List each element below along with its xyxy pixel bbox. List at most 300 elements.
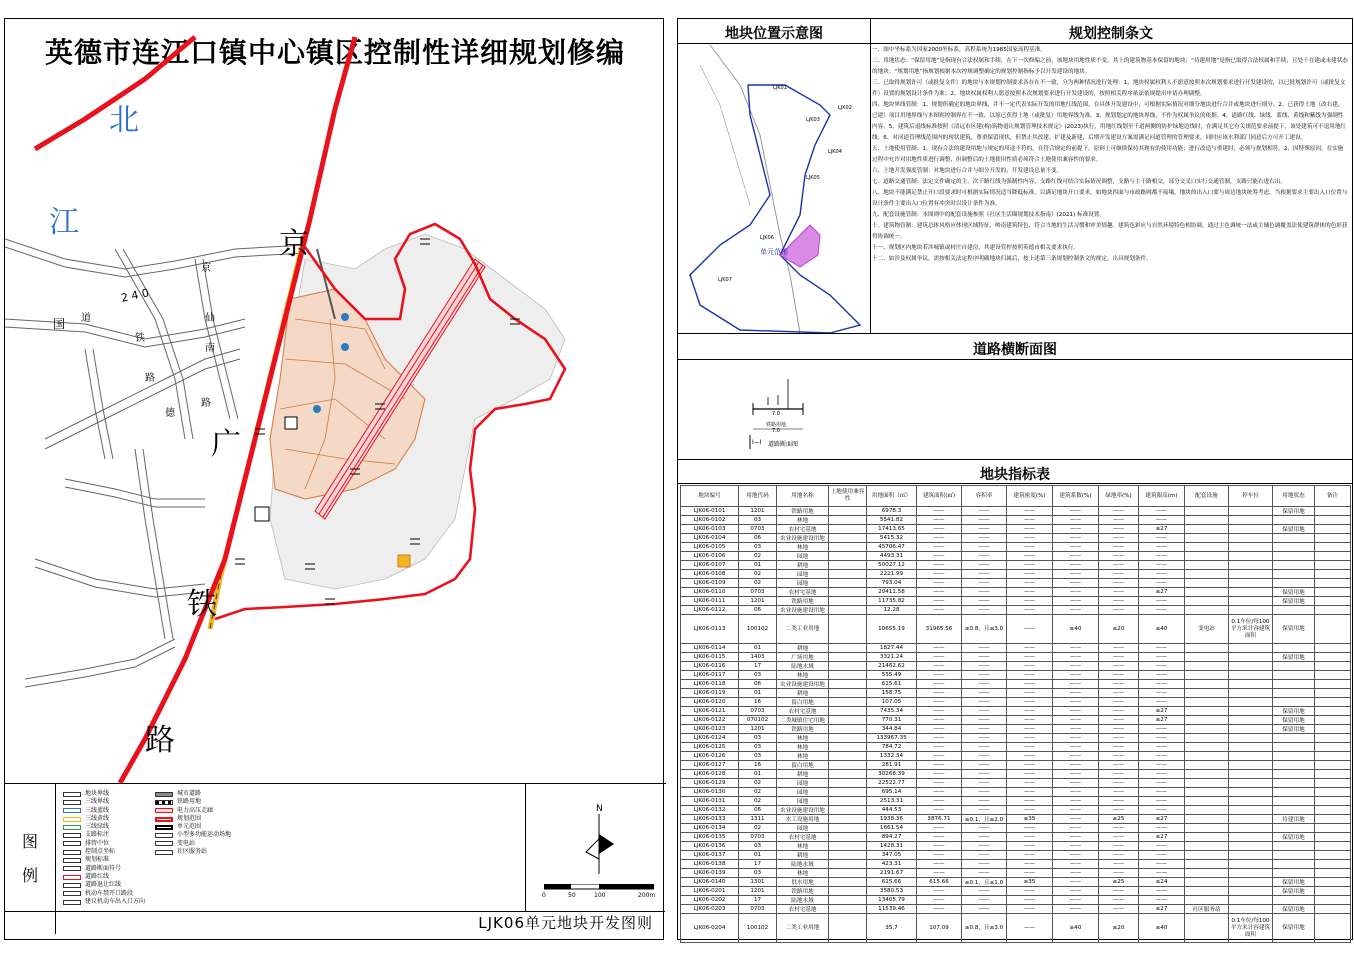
table-cell: 6978.3 [867, 507, 917, 516]
table-cell: 02 [739, 797, 777, 806]
table-cell: —— [1099, 761, 1139, 770]
table-cell: 03 [739, 869, 777, 878]
table-cell: —— [1053, 869, 1099, 878]
table-cell: —— [917, 887, 962, 896]
rule-item: 十二、如涉及权属争议，需按相关法定程序明确地块归属后，按上述第三条规划控制条文的规定，出具规划条件。 [872, 256, 1152, 262]
table-cell: —— [917, 570, 962, 579]
table-cell [1185, 644, 1229, 653]
table-cell: 广场用地 [777, 653, 829, 662]
table-cell [1185, 752, 1229, 761]
table-cell: —— [1099, 680, 1139, 689]
location-label: 单元范围 [760, 248, 788, 256]
rules-title: 规划控制条文 [1069, 26, 1153, 42]
table-cell [1229, 806, 1273, 815]
table-cell [1229, 851, 1273, 860]
table-cell [1229, 797, 1273, 806]
table-cell: 281.91 [867, 761, 917, 770]
table-cell: 535.49 [867, 671, 917, 680]
table-cell: 保留用地 [1273, 707, 1315, 716]
legend-text: 规划标准 [85, 856, 110, 864]
legend-text: 小型多功能运动场地 [177, 831, 232, 839]
label-guang: 广 [211, 427, 241, 462]
column-header: 用地面积（㎡） [867, 486, 917, 507]
table-cell: 03 [739, 734, 777, 743]
legend-text: 三线绿线 [85, 823, 110, 831]
table-cell: —— [1099, 653, 1139, 662]
table-cell: 423.31 [867, 860, 917, 869]
table-cell [1229, 770, 1273, 779]
legend-text: 地块界线 [85, 790, 110, 797]
table-cell: —— [917, 662, 962, 671]
table-cell [1185, 507, 1229, 516]
table-cell: —— [1099, 588, 1139, 597]
table-cell [829, 878, 867, 887]
legend-text: 道路退让红线 [85, 881, 122, 889]
table-cell: 陆地水域 [777, 662, 829, 671]
table-row [681, 653, 1351, 662]
table-cell: —— [962, 561, 1007, 570]
table-cell [829, 734, 867, 743]
table-cell [1229, 734, 1273, 743]
table-cell: LJK06-0137 [681, 851, 739, 860]
table-cell: LJK06-0121 [681, 707, 739, 716]
table-row [681, 887, 1351, 896]
table-cell: —— [1053, 896, 1099, 905]
table-cell: 园地 [777, 788, 829, 797]
column-header: 地块编号 [681, 486, 739, 507]
table-cell: —— [1007, 725, 1053, 734]
table-cell [1315, 743, 1351, 752]
table-cell: —— [917, 869, 962, 878]
table-cell [1315, 689, 1351, 698]
table-row [681, 716, 1351, 725]
table-cell: —— [1007, 561, 1053, 570]
table-cell: —— [1007, 698, 1053, 707]
table-cell: 03 [739, 543, 777, 552]
legend-swatch [155, 825, 173, 830]
table-cell: 农村宅基地 [777, 525, 829, 534]
label-bei: 北 [109, 103, 139, 138]
table-cell: LJK06-0112 [681, 606, 739, 615]
table-cell: —— [1007, 806, 1053, 815]
table-cell [1229, 680, 1273, 689]
table-cell: —— [962, 662, 1007, 671]
table-cell: 02 [739, 779, 777, 788]
table-row [681, 543, 1351, 552]
table-cell [829, 606, 867, 615]
table-cell: LJK06-0115 [681, 653, 739, 662]
table-cell: —— [917, 507, 962, 516]
legend-swatch [63, 891, 81, 896]
table-cell: 0703 [739, 588, 777, 597]
table-cell: 22522.77 [867, 779, 917, 788]
table-cell: LJK06-0134 [681, 824, 739, 833]
table-cell [1185, 734, 1229, 743]
legend-item [155, 831, 231, 839]
table-cell: —— [1007, 797, 1053, 806]
table-cell: 7435.34 [867, 707, 917, 716]
scale-mark: 0 [542, 892, 546, 899]
table-cell: 保留用地 [1273, 597, 1315, 606]
table-cell [1273, 734, 1315, 743]
table-cell: —— [962, 707, 1007, 716]
table-cell: 11539.46 [867, 905, 917, 914]
table-cell: —— [962, 770, 1007, 779]
table-cell: —— [1099, 698, 1139, 707]
table-cell: 保留用地 [1273, 725, 1315, 734]
table-cell: 03 [739, 752, 777, 761]
table-cell: ≤35 [1007, 815, 1053, 824]
table-cell: 铁路用地 [777, 887, 829, 896]
table-cell: —— [917, 543, 962, 552]
table-cell: 02 [739, 579, 777, 588]
table-cell: —— [1053, 824, 1099, 833]
table-row [681, 797, 1351, 806]
sheet-caption: LJK06单元地块开发图则 [478, 914, 653, 932]
table-cell: 二类工业用地 [777, 615, 829, 644]
scale-bar [544, 884, 654, 890]
legend-item [63, 807, 145, 815]
table-cell [829, 842, 867, 851]
table-cell: —— [962, 905, 1007, 914]
legend-text: 变电站 [177, 839, 196, 847]
legend-item [155, 848, 231, 856]
table-cell [1229, 752, 1273, 761]
table-cell: 0703 [739, 905, 777, 914]
table-cell [1229, 860, 1273, 869]
table-cell: 林地 [777, 543, 829, 552]
table-cell: 107.09 [917, 914, 962, 943]
table-cell [829, 615, 867, 644]
table-cell [1315, 914, 1351, 943]
table-cell [1229, 561, 1273, 570]
table-cell [1185, 788, 1229, 797]
table-cell [1315, 761, 1351, 770]
table-cell: —— [917, 752, 962, 761]
table-cell [1229, 597, 1273, 606]
legend-text: 道路红线 [85, 872, 110, 880]
table-cell: —— [962, 534, 1007, 543]
table-cell: 0.1车位/每100平方米计容建筑面积 [1229, 914, 1273, 943]
table-cell: —— [1139, 788, 1185, 797]
table-cell: 02 [739, 552, 777, 561]
table-cell: —— [1007, 761, 1053, 770]
table-cell [829, 806, 867, 815]
table-cell: —— [1099, 543, 1139, 552]
table-cell: —— [917, 606, 962, 615]
table-row [681, 914, 1351, 943]
table-cell: —— [962, 788, 1007, 797]
table-cell [1315, 671, 1351, 680]
table-cell [1229, 644, 1273, 653]
table-cell: —— [1139, 507, 1185, 516]
table-cell [1273, 570, 1315, 579]
table-cell: —— [1007, 752, 1053, 761]
table-cell [1315, 869, 1351, 878]
table-cell: 保留用地 [1273, 905, 1315, 914]
table-cell: —— [1139, 752, 1185, 761]
table-cell: —— [917, 896, 962, 905]
table-cell [1229, 606, 1273, 615]
table-cell: —— [1053, 543, 1099, 552]
table-cell: —— [1139, 543, 1185, 552]
table-cell: —— [1099, 887, 1139, 896]
table-cell: —— [1139, 860, 1185, 869]
table-row [681, 770, 1351, 779]
table-row [681, 815, 1351, 824]
table-cell: —— [1099, 860, 1139, 869]
table-cell: 01 [739, 770, 777, 779]
table-cell: 铁路用地 [777, 725, 829, 734]
table-cell: —— [1099, 770, 1139, 779]
table-cell: —— [1139, 797, 1185, 806]
table-cell [829, 860, 867, 869]
table-cell: 林地 [777, 734, 829, 743]
table-row [681, 905, 1351, 914]
table-cell: LJK06-0201 [681, 887, 739, 896]
table-cell: —— [1053, 833, 1099, 842]
table-cell: ≥40 [1053, 615, 1099, 644]
table-cell [1229, 896, 1273, 905]
table-cell: —— [917, 779, 962, 788]
table-cell: ≤40 [1139, 914, 1185, 943]
column-header: 用地状态 [1273, 486, 1315, 507]
table-cell [1273, 896, 1315, 905]
table-cell [829, 570, 867, 579]
location-label: LJK05 [806, 175, 820, 181]
table-row [681, 788, 1351, 797]
table-cell [1229, 707, 1273, 716]
plan-map-panel [4, 18, 664, 940]
legend-swatch [63, 875, 81, 880]
legend-text: 控制点坐标 [85, 848, 116, 856]
legend-swatch [155, 792, 173, 797]
table-cell: —— [1139, 671, 1185, 680]
table-row [681, 743, 1351, 752]
table-cell: LJK06-0135 [681, 833, 739, 842]
column-header: 土地使用兼容性 [829, 486, 867, 507]
rules-text [872, 45, 1348, 265]
table-cell: —— [1139, 806, 1185, 815]
table-cell: 林地 [777, 752, 829, 761]
table-cell: —— [1139, 662, 1185, 671]
table-cell [1273, 743, 1315, 752]
table-cell: —— [917, 851, 962, 860]
legend-swatch [63, 841, 81, 846]
table-cell: 50027.12 [867, 561, 917, 570]
table-cell: 1332.34 [867, 752, 917, 761]
table-cell: 二类城镇住宅用地 [777, 716, 829, 725]
table-cell [829, 896, 867, 905]
table-cell: 农村宅基地 [777, 833, 829, 842]
table-cell: —— [1099, 743, 1139, 752]
table-cell [1185, 597, 1229, 606]
scale-mark: 50 [568, 892, 576, 899]
legend-column-1 [63, 790, 145, 906]
table-cell [1185, 779, 1229, 788]
table-cell [1185, 671, 1229, 680]
label-road-small-4: 南 [205, 343, 215, 354]
table-cell: 1938.36 [867, 815, 917, 824]
table-cell: 0703 [739, 525, 777, 534]
table-cell [829, 824, 867, 833]
table-cell: 615.66 [867, 878, 917, 887]
table-cell: 林地 [777, 869, 829, 878]
table-cell: 06 [739, 534, 777, 543]
legend-swatch [63, 883, 81, 888]
legend-swatch [63, 808, 81, 813]
table-cell [1273, 752, 1315, 761]
label-road-small-5: 路 [145, 373, 155, 384]
table-cell: 1827.44 [867, 644, 917, 653]
label-jing: 京 [279, 227, 309, 262]
label-jiang: 江 [49, 205, 79, 240]
legend-swatch [63, 833, 81, 838]
table-row [681, 534, 1351, 543]
table-cell: —— [1099, 788, 1139, 797]
table-cell: 5541.82 [867, 516, 917, 525]
table-cell: 1201 [739, 597, 777, 606]
table-cell: —— [1099, 534, 1139, 543]
table-cell: —— [1099, 507, 1139, 516]
table-cell: —— [962, 833, 1007, 842]
table-cell [1185, 842, 1229, 851]
table-cell [1229, 543, 1273, 552]
table-cell [1229, 869, 1273, 878]
table-cell: 01 [739, 689, 777, 698]
table-cell [1273, 671, 1315, 680]
table-cell: 03 [739, 516, 777, 525]
table-cell: —— [917, 725, 962, 734]
rule-item: 七、道路交通管制：法定文件确定的主、次干路红线为强制性内容，支路红线可结合实际情况调整，支路与主干路相交，部分交叉口实行交通管制，支路只能右进右出。 [872, 179, 1286, 185]
table-cell: —— [962, 752, 1007, 761]
table-cell [1229, 842, 1273, 851]
table-cell [1185, 824, 1229, 833]
table-cell [829, 725, 867, 734]
table-cell: —— [917, 716, 962, 725]
table-cell: —— [917, 788, 962, 797]
legend-text: 三线界线 [85, 798, 110, 806]
table-cell: 园地 [777, 797, 829, 806]
table-row [681, 707, 1351, 716]
table-cell: —— [1139, 896, 1185, 905]
table-cell: 21462.62 [867, 662, 917, 671]
table-cell: LJK06-0114 [681, 644, 739, 653]
table-cell: —— [1007, 743, 1053, 752]
table-cell: —— [1053, 698, 1099, 707]
table-cell: —— [1007, 653, 1053, 662]
table-cell [829, 588, 867, 597]
table-cell: —— [1139, 552, 1185, 561]
table-cell [1315, 887, 1351, 896]
table-cell: ≤27 [1139, 707, 1185, 716]
table-cell [1315, 806, 1351, 815]
table-cell: 17 [739, 860, 777, 869]
table-cell [1229, 887, 1273, 896]
table-cell: —— [1053, 534, 1099, 543]
legend-swatch [63, 817, 81, 822]
table-cell [1229, 905, 1273, 914]
table-cell: 695.14 [867, 788, 917, 797]
table-cell: ≥40 [1053, 914, 1099, 943]
table-cell: —— [917, 597, 962, 606]
index-title: 地块指标表 [980, 467, 1050, 483]
table-cell: LJK06-0101 [681, 507, 739, 516]
table-cell: —— [962, 671, 1007, 680]
legend-item [63, 865, 145, 873]
label-road-small-8: 路 [201, 398, 211, 409]
table-cell [1315, 905, 1351, 914]
table-cell: —— [1007, 606, 1053, 615]
table-cell: —— [962, 842, 1007, 851]
legend-swatch [155, 850, 173, 855]
table-cell: —— [1053, 561, 1099, 570]
table-cell [1315, 842, 1351, 851]
table-cell: 耕地 [777, 561, 829, 570]
table-cell [1185, 851, 1229, 860]
table-cell [1229, 525, 1273, 534]
table-cell: 农村宅基地 [777, 588, 829, 597]
legend-item [63, 881, 145, 889]
table-cell: —— [1007, 579, 1053, 588]
column-header: 停车位 [1229, 486, 1273, 507]
table-row [681, 833, 1351, 842]
table-cell: —— [962, 597, 1007, 606]
legend-swatch [155, 841, 173, 846]
table-cell: —— [1139, 579, 1185, 588]
table-cell: —— [1007, 707, 1053, 716]
table-cell [1315, 597, 1351, 606]
section-dim-top: 7.0 [772, 411, 780, 417]
table-cell: —— [962, 680, 1007, 689]
table-cell: —— [1007, 516, 1053, 525]
table-cell [1185, 833, 1229, 842]
table-cell [1315, 851, 1351, 860]
divider [678, 43, 1352, 44]
table-cell: 03 [739, 842, 777, 851]
table-cell [1185, 588, 1229, 597]
legend-text: 三线蓝线 [85, 806, 110, 814]
table-cell: —— [1007, 896, 1053, 905]
table-cell: —— [917, 561, 962, 570]
location-label: LJK06 [760, 235, 774, 241]
table-cell: —— [1139, 644, 1185, 653]
table-cell: 5415.32 [867, 534, 917, 543]
table-cell [1315, 734, 1351, 743]
table-cell: 园地 [777, 552, 829, 561]
table-cell: —— [962, 761, 1007, 770]
table-cell: 0703 [739, 833, 777, 842]
table-cell [1273, 770, 1315, 779]
table-cell [1315, 752, 1351, 761]
table-cell [1273, 698, 1315, 707]
table-cell: 158.75 [867, 689, 917, 698]
scale-mark: 200m [638, 892, 656, 899]
table-cell [1273, 552, 1315, 561]
label-road-small-7: 德 [165, 408, 175, 419]
table-cell [1229, 815, 1273, 824]
table-row [681, 680, 1351, 689]
table-cell: 2191.67 [867, 869, 917, 878]
table-cell: LJK06-0132 [681, 806, 739, 815]
table-row [681, 579, 1351, 588]
table-row [681, 725, 1351, 734]
table-cell: —— [1053, 588, 1099, 597]
table-cell: 社区服务站 [1185, 905, 1229, 914]
table-cell: —— [1099, 570, 1139, 579]
table-row [681, 671, 1351, 680]
table-cell: —— [917, 734, 962, 743]
